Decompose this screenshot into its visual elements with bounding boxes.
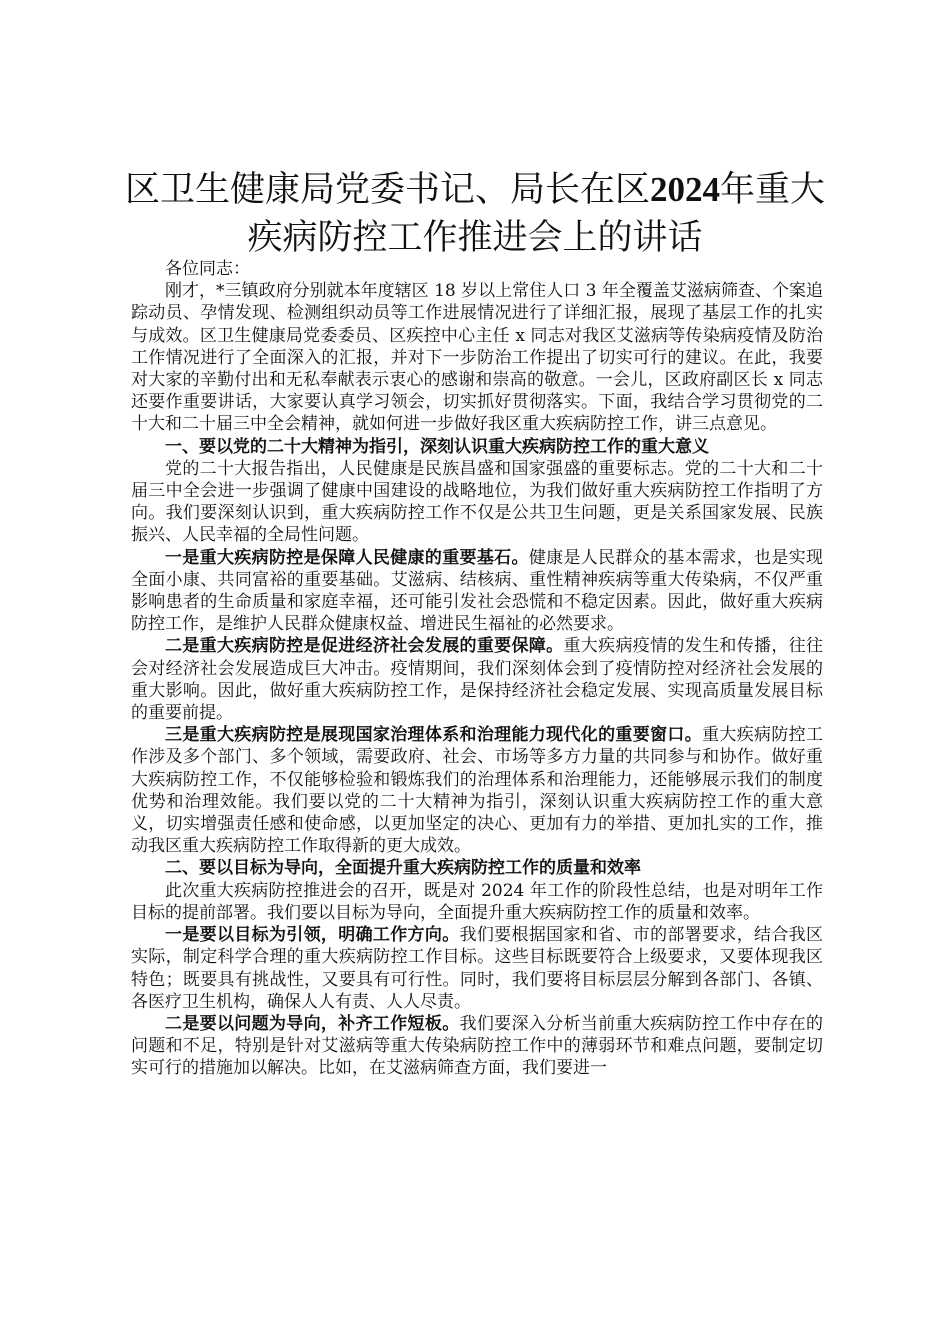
opening-paragraph: 刚才，*三镇政府分别就本年度辖区 18 岁以上常住人口 3 年全覆盖艾滋病筛查、个案追踪动员、孕情发现、检测组织动员等工作进展情况进行了详细汇报，展现了基层工作的扎实与成效。区卫生健康局党委委员、区疾控中心主任 x 同志对我区艾滋病等传染病疫情及防治工作情况进行了全面深入的汇报，并对下一步防治工作提出了切实可行的建议。在此，我要对大家的辛勤付出和无私奉献表示衷心的感谢和崇高的敬意。一会儿，区政府副区长 x 同志还要作重要讲话，大家要认真学习领会，切实抓好贯彻落实。下面，我结合学习贯彻党的二十大和二十届三中全会精神，就如何进一步做好我区重大疾病防控工作，讲三点意见。 bbox=[131, 281, 823, 435]
section-2-point-1 bbox=[131, 924, 823, 1013]
document-title bbox=[120, 166, 830, 262]
point-lead: 二是重大疾病防控是促进经济社会发展的重要保障。 bbox=[165, 636, 564, 657]
point-lead: 二是要以问题为导向，补齐工作短板。 bbox=[165, 1013, 460, 1034]
title-part-1: 区卫生健康局党委书记、局长在区 bbox=[124, 170, 650, 210]
point-lead: 一是要以目标为引领，明确工作方向。 bbox=[165, 925, 460, 946]
title-part-2: 年重大疾病防控工作推进会上的讲话 bbox=[247, 170, 826, 258]
document-body bbox=[131, 258, 823, 1080]
point-text: 重大疾病疫情的发生和传播，往往会对经济社会发展造成巨大冲击。疫情期间，我们深刻体会到了疫情防控对经济社会发展的重大影响。因此，做好重大疾病防控工作，是保持经济社会稳定发展、实现高质量发展目标的重要前提。 bbox=[131, 636, 824, 724]
section-1-intro: 党的二十大报告指出，人民健康是民族昌盛和国家强盛的重要标志。党的二十大和二十届三中全会进一步强调了健康中国建设的战略地位，为我们做好重大疾病防控工作指明了方向。我们要深刻认识到，重大疾病防控工作不仅是公共卫生问题，更是关系国家发展、民族振兴、人民幸福的全局性问题。 bbox=[131, 458, 823, 546]
point-text: 健康是人民群众的基本需求，也是实现全面小康、共同富裕的重要基础。艾滋病、结核病、重性精神疾病等重大传染病，不仅严重影响患者的生命质量和家庭幸福，还可能引发社会恐慌和不稳定因素。因此，做好重大疾病防控工作，是维护人民群众健康权益、增进民生福祉的必然要求。 bbox=[131, 547, 824, 635]
section-2-heading: 二、要以目标为导向，全面提升重大疾病防控工作的质量和效率 bbox=[165, 858, 641, 879]
point-lead: 一是重大疾病防控是保障人民健康的重要基石。 bbox=[165, 547, 529, 568]
point-text: 我们要根据国家和省、市的部署要求，结合我区实际，制定科学合理的重大疾病防控工作目标。这些目标既要符合上级要求，又要体现我区特色；既要具有挑战性，又要具有可行性。同时，我们要将目标层层分解到各部门、各镇、各医疗卫生机构，确保人人有责、人人尽责。 bbox=[131, 925, 824, 1012]
point-lead: 三是重大疾病防控是展现国家治理体系和治理能力现代化的重要窗口。 bbox=[165, 725, 703, 746]
title-year: 2024 bbox=[650, 170, 720, 209]
point-text: 我们要深入分析当前重大疾病防控工作中存在的问题和不足，特别是针对艾滋病等重大传染病防控工作中的薄弱环节和难点问题，要制定切实可行的措施加以解决。比如，在艾滋病筛查方面，我们要进一 bbox=[131, 1013, 824, 1079]
section-2-point-2 bbox=[131, 1013, 823, 1080]
point-text: 重大疾病防控工作涉及多个部门、多个领域，需要政府、社会、市场等多方力量的共同参与和协作。做好重大疾病防控工作，不仅能够检验和锻炼我们的治理体系和治理能力，还能够展示我们的制度优势和治理效能。我们要以党的二十大精神为指引，深刻认识重大疾病防控工作的重大意义，切实增强责任感和使命感，以更加坚定的决心、更加有力的举措、更加扎实的工作，推动我区重大疾病防控工作取得新的更大成效。 bbox=[131, 725, 824, 857]
section-2-intro: 此次重大疾病防控推进会的召开，既是对 2024 年工作的阶段性总结，也是对明年工作目标的提前部署。我们要以目标为导向，全面提升重大疾病防控工作的质量和效率。 bbox=[131, 880, 823, 923]
section-1-point-1 bbox=[131, 547, 823, 636]
section-1-heading: 一、要以党的二十大精神为指引，深刻认识重大疾病防控工作的重大意义 bbox=[165, 436, 709, 457]
section-1-point-3 bbox=[131, 724, 823, 857]
salutation: 各位同志： bbox=[165, 259, 250, 279]
section-1-point-2 bbox=[131, 635, 823, 724]
